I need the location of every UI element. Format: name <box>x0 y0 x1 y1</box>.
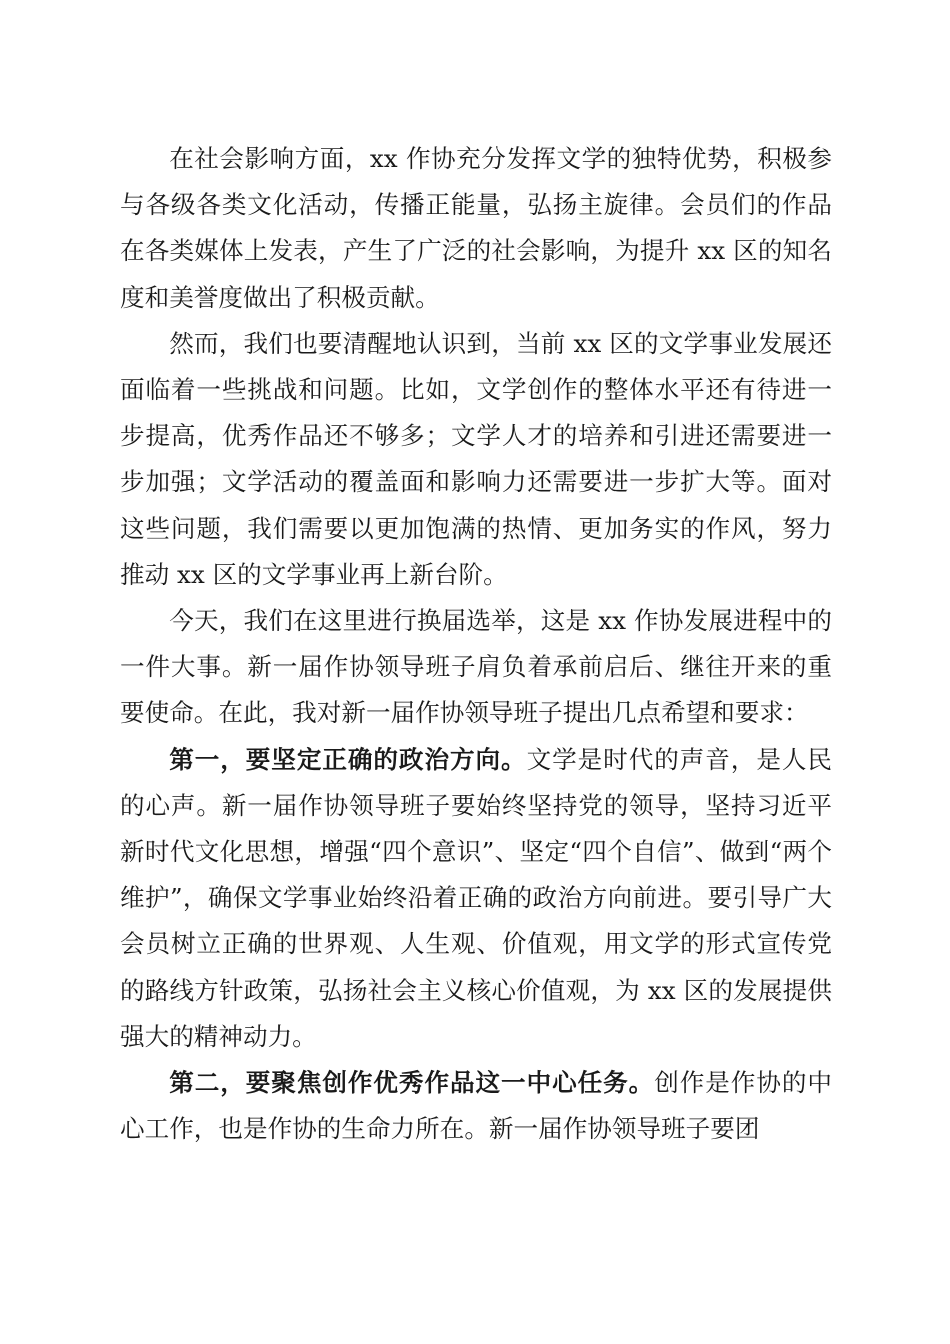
paragraph-lead-heading: 第一，要坚定正确的政治方向。 <box>169 744 527 774</box>
paragraph-point-one <box>120 737 832 1060</box>
paragraph-challenges <box>120 321 832 598</box>
paragraph-lead-heading: 第二，要聚焦创作优秀作品这一中心任务。 <box>169 1068 655 1098</box>
paragraph-election <box>120 598 832 737</box>
document-page <box>120 136 832 1152</box>
paragraph-text: 今天，我们在这里进行换届选举，这是 xx 作协发展进程中的一件大事。新一届作协领导班子肩负着承前启后、继往开来的重要使命。在此，我对新一届作协领导班子提出几点希望和要求： <box>120 606 832 728</box>
paragraph-text: 文学是时代的声音，是人民的心声。新一届作协领导班子要始终坚持党的领导，坚持习近平新时代文化思想，增强“四个意识”、坚定“四个自信”、做到“两个维护”，确保文学事业始终沿着正确的政治方向前进。要引导广大会员树立正确的世界观、人生观、价值观，用文学的形式宣传党的路线方针政策，弘扬社会主义核心价值观，为 xx 区的发展提供强大的精神动力。 <box>120 744 832 1051</box>
paragraph-text: 创作是作协的中心工作，也是作协的生命力所在。新一届作协领导班子要团 <box>120 1068 832 1144</box>
paragraph-text: 然而，我们也要清醒地认识到，当前 xx 区的文学事业发展还面临着一些挑战和问题。比如，文学创作的整体水平还有待进一步提高，优秀作品还不够多；文学人才的培养和引进还需要进一步加强；文学活动的覆盖面和影响力还需要进一步扩大等。面对这些问题，我们需要以更加饱满的热情、更加务实的作风，努力推动 xx 区的文学事业再上新台阶。 <box>120 328 832 589</box>
paragraph-point-two <box>120 1060 832 1152</box>
paragraph-social-impact <box>120 136 832 321</box>
paragraph-text: 在社会影响方面，xx 作协充分发挥文学的独特优势，积极参与各级各类文化活动，传播正能量，弘扬主旋律。会员们的作品在各类媒体上发表，产生了广泛的社会影响，为提升 xx 区的知名度和美誉度做出了积极贡献。 <box>120 144 832 312</box>
